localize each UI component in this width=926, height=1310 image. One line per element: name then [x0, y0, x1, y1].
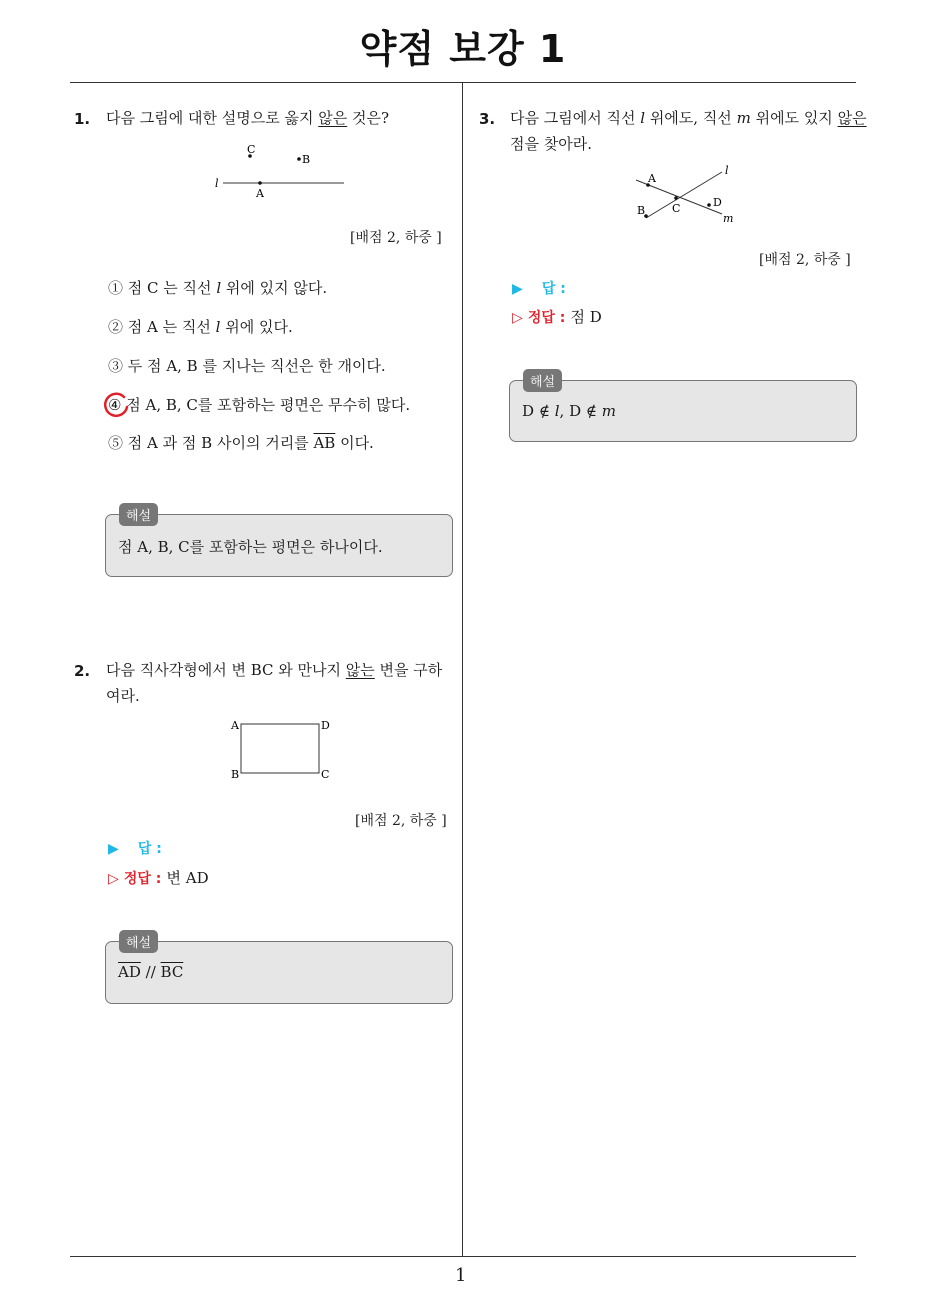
choice-text-tail: 위에 있지 않다.	[221, 279, 328, 297]
explanation-box	[105, 936, 453, 1004]
choice-mark	[108, 396, 126, 414]
answer-arrow-icon: ▶	[512, 281, 523, 297]
question-text	[106, 657, 442, 683]
point-c	[674, 196, 678, 200]
correct-answer-line	[108, 865, 209, 891]
segment-bc: $\overline{BC}$	[160, 963, 184, 981]
choice-mark-glyph: ④	[108, 396, 122, 414]
question-number: 2.	[74, 662, 91, 680]
point-label-a: A	[256, 187, 264, 200]
point-label-b: B	[637, 204, 646, 217]
line-l	[646, 172, 722, 218]
column-divider	[462, 82, 463, 1257]
page-number: 1	[455, 1265, 467, 1286]
rectangle-abcd	[241, 724, 319, 773]
point-label-a: A	[648, 172, 656, 185]
answer-label: 답 :	[541, 281, 566, 297]
choice-text: 두 점 A, B 를 지나는 직선은 한 개이다.	[127, 357, 386, 375]
question-text-part: 위에도, 직선	[645, 109, 737, 127]
point-d: D	[569, 402, 582, 420]
answer-label: 답 :	[137, 841, 162, 857]
question-text-part: 다음 그림에서 직선	[510, 109, 641, 127]
underlined-word: 않는	[345, 661, 375, 679]
point-label-b: B	[302, 153, 311, 166]
explanation-tab: 해설	[119, 930, 158, 953]
var-m: m	[601, 402, 617, 420]
explanation-tab: 해설	[119, 503, 158, 526]
bottom-rule	[70, 1256, 856, 1257]
point-label-d: D	[713, 196, 722, 209]
line-label-l: l	[215, 177, 219, 190]
q3-figure	[628, 160, 746, 228]
question-text-part: 다음 그림에 대한 설명으로 옳지	[106, 109, 319, 127]
underlined-word: 않은	[837, 109, 867, 127]
choice-mark: ⑤	[108, 434, 124, 452]
separator: ,	[559, 402, 565, 420]
choice-text-tail: 이다.	[335, 434, 374, 452]
correct-value: 점 D	[570, 308, 602, 326]
explanation-tab: 해설	[523, 369, 562, 392]
explanation-text	[522, 402, 616, 420]
choice-3[interactable]	[108, 355, 386, 376]
score-label: [배점 2, 하중 ]	[759, 252, 851, 268]
page-title: 약점 보강 1	[359, 27, 567, 71]
question-text-part: 것은?	[347, 109, 389, 127]
not-element-symbol: ∉	[538, 402, 550, 420]
question-text	[106, 105, 389, 131]
score-label: [배점 2, 하중 ]	[355, 813, 447, 829]
var-l: l	[554, 402, 560, 420]
choice-text: 점 A 는 직선	[127, 318, 216, 336]
var-l: l	[640, 109, 646, 127]
question-number: 1.	[74, 110, 91, 128]
choice-mark: ②	[108, 318, 124, 336]
choice-2[interactable]	[108, 316, 293, 337]
parallel-symbol: //	[145, 963, 156, 981]
choice-text: 점 A 과 점 B 사이의 거리를	[127, 434, 314, 452]
correct-value: 변 AD	[166, 869, 209, 887]
question-text-line2: 여라.	[106, 687, 140, 705]
correct-answer-circle	[102, 392, 132, 420]
corner-label-d: D	[321, 719, 330, 732]
segment-ad: $\overline{AD}$	[118, 963, 141, 981]
answer-line	[108, 838, 162, 858]
question-text-part: 다음 직사각형에서 변 BC 와 만나지	[106, 661, 346, 679]
point-d	[707, 203, 711, 207]
point-d: D	[522, 402, 535, 420]
underlined-word: 않은	[318, 109, 348, 127]
point-b	[297, 157, 301, 161]
top-rule	[70, 82, 856, 83]
correct-answer-line	[512, 304, 602, 330]
question-text-line2: 점을 찾아라.	[510, 135, 592, 153]
choice-text-tail: 위에 있다.	[220, 318, 293, 336]
choice-text: 점 A, B, C를 포함하는 평면은 무수히 많다.	[126, 396, 411, 414]
answer-line	[512, 278, 566, 298]
corner-label-b: B	[231, 768, 240, 781]
corner-label-c: C	[321, 768, 330, 781]
line-label-l: l	[725, 164, 729, 177]
choice-var: l	[215, 318, 221, 336]
q2-rectangle-figure	[228, 716, 338, 786]
choice-4[interactable]	[108, 394, 410, 415]
point-label-c: C	[247, 143, 256, 156]
point-a	[258, 181, 262, 185]
point-label-c: C	[672, 202, 681, 215]
choice-5[interactable]	[108, 432, 374, 453]
question-text-part: 변을 구하	[374, 661, 443, 679]
correct-label: 정답 :	[527, 310, 566, 326]
corner-label-a: A	[231, 719, 239, 732]
choice-text: 점 C 는 직선	[127, 279, 217, 297]
explanation-text	[118, 963, 183, 981]
q1-figure	[210, 142, 350, 204]
correct-arrow-icon: ▷	[108, 871, 119, 887]
answer-arrow-icon: ▶	[108, 841, 119, 857]
choice-1[interactable]	[108, 277, 327, 298]
question-text-part: 위에도 있지	[750, 109, 838, 127]
correct-arrow-icon: ▷	[512, 310, 523, 326]
explanation-box	[105, 509, 453, 577]
segment-ab: $\overline{AB}$	[313, 434, 336, 452]
score-label: [배점 2, 하중 ]	[350, 230, 442, 246]
correct-label: 정답 :	[123, 871, 162, 887]
var-m: m	[736, 109, 751, 127]
line-label-m: m	[723, 212, 734, 225]
choice-mark: ③	[108, 357, 124, 375]
choice-mark: ①	[108, 279, 124, 297]
not-element-symbol: ∉	[585, 402, 597, 420]
explanation-text: 점 A, B, C를 포함하는 평면은 하나이다.	[118, 538, 383, 556]
explanation-box	[509, 375, 857, 442]
choice-var: l	[216, 279, 222, 297]
question-text	[510, 105, 867, 131]
question-number: 3.	[479, 110, 496, 128]
